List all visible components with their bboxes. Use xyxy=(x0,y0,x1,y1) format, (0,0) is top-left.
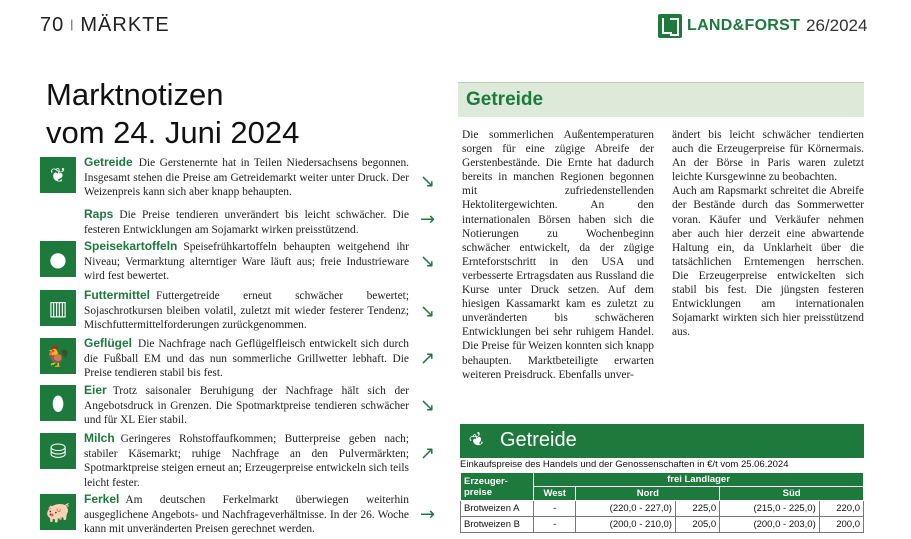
header-divider: | xyxy=(70,17,75,31)
row-name: Brotweizen A xyxy=(461,501,534,517)
note-body: Trotz saisonaler Beruhigung der Nachfrage hält sich der Angebotsdruck in Grenzen. Die Spotmarktpreise tendieren schwächer und für XL Eier stabil. xyxy=(84,385,409,427)
table-header-row xyxy=(461,473,864,487)
note-text xyxy=(84,431,409,490)
note-label: Geflügel xyxy=(84,336,133,350)
feed-silo-icon: ▥ xyxy=(40,290,76,326)
potatoes-icon: ● xyxy=(40,241,76,277)
note-text xyxy=(84,492,409,537)
cell-nord-range: (220,0 - 227,0) xyxy=(576,501,676,517)
article-paragraph: ändert bis leicht schwächer tendierten auch die Erzeugerpreise für Körnermais. An der Börse in Paris waren zuletzt leichte Kursgewinne zu beobachten. xyxy=(672,129,864,184)
cell-nord: 225,0 xyxy=(675,501,719,517)
note-label: Speisekartoffeln xyxy=(84,239,178,253)
trend-arrow-right-icon: → xyxy=(420,504,436,525)
article-heading-bar xyxy=(458,82,864,117)
wheat-icon: ❦ xyxy=(40,157,76,193)
page-title xyxy=(46,76,299,152)
note-label: Raps xyxy=(84,207,114,221)
cell-sued-range: (200,0 - 203,0) xyxy=(720,517,820,533)
cell-sued: 200,0 xyxy=(819,517,863,533)
article-column-2 xyxy=(672,128,864,339)
egg-icon: ⬮ xyxy=(40,385,76,421)
note-label: Eier xyxy=(84,383,107,397)
trend-arrow-up-icon: ↗ xyxy=(420,443,436,464)
cell-nord: 205,0 xyxy=(675,517,719,533)
table-row xyxy=(461,517,864,533)
note-label: Getreide xyxy=(84,155,133,169)
note-text xyxy=(84,336,409,381)
milk-can-icon: ⛁ xyxy=(40,433,76,469)
cell-nord-range: (200,0 - 210,0) xyxy=(576,517,676,533)
note-label: Ferkel xyxy=(84,492,120,506)
trend-arrow-down-icon: ↘ xyxy=(420,395,436,416)
note-text xyxy=(84,288,409,333)
cell-west: - xyxy=(534,517,576,533)
note-body: Am deutschen Ferkelmarkt überwiegen weiterhin ausgeglichene Angebots- und Nachfrageverhältnisse. In der 26. Woche kann mit unveränderten Preisen gerechnet werden. xyxy=(84,494,409,536)
note-body: Die Preise tendieren unverändert bis leicht schwächer. Die festeren Entwicklungen am Sojamarkt wirken preisstützend. xyxy=(84,209,409,236)
issue-number: 26/2024 xyxy=(806,16,868,35)
row-name: Brotweizen B xyxy=(461,517,534,533)
cell-sued-range: (215,0 - 225,0) xyxy=(720,501,820,517)
chicken-icon: 🐓 xyxy=(40,338,76,374)
note-label: Milch xyxy=(84,431,115,445)
note-body: Geringeres Rohstoffaufkommen; Butterpreise geben nach; stabiler Käsemarkt; ruhige Nachfrage an den Pulvermärkten; Spotmarktpreise steigen erneut an; Erzeugerpreise entwickeln sich teils leicht fester. xyxy=(84,433,409,489)
note-body: Futtergetreide erneut schwächer bewertet; Sojaschrotkursen bleiben volatil, zuletzt mit wieder festerer Tendenz; Mischfuttermittelforderungen zurückgenommen. xyxy=(84,290,409,332)
note-text xyxy=(84,155,409,200)
cell-west: - xyxy=(534,501,576,517)
logo-icon xyxy=(658,14,682,38)
article-column-1 xyxy=(462,128,654,382)
note-label: Futtermittel xyxy=(84,288,150,302)
region-header-nord: Nord xyxy=(576,487,720,501)
trend-arrow-down-icon: ↘ xyxy=(420,171,436,192)
page-number: 70 xyxy=(40,14,65,36)
logo-text: LAND&FORST xyxy=(687,17,801,34)
price-table xyxy=(460,472,864,533)
article-paragraph: Die sommerlichen Außentemperaturen sorgen für eine zügige Abreife der Gerstenbestände. Die Ernte hat dadurch bereits in manchen Regionen begonnen mit zufriedenstellenden Hektolitergewichten. An den internationalen Börsen haben sich die Notierungen zu Wochenbeginn schwächer entwickelt, da der zügige Ernteforstschritt in den USA und verbesserte Ertragsdaten aus Russland die Kurse unter Druck setzen. Auf dem hiesigen Kassamarkt kam es zuletzt zu unveränderten bis schwächeren Entwicklungen bei sehr ruhigem Handel. Die Preise für Weizen konnten sich knapp behaupten. Marktbeteiligte erwarten weiteren Preisdruck. Ebenfalls unver- xyxy=(462,129,654,381)
land-forst-logo xyxy=(658,14,800,38)
region-header-west: West xyxy=(534,487,576,501)
trend-arrow-down-icon: ↘ xyxy=(420,301,436,322)
trend-arrow-down-icon: ↘ xyxy=(420,251,436,272)
region-header-sued: Süd xyxy=(720,487,864,501)
title-line-2: vom 24. Juni 2024 xyxy=(46,115,300,150)
col-producer-header: Erzeuger-preise xyxy=(461,473,534,501)
wheat-icon: ❦ xyxy=(465,427,490,454)
table-row xyxy=(461,501,864,517)
pig-icon: 🐖 xyxy=(40,494,76,530)
price-table-header xyxy=(460,424,864,458)
price-table-subtitle: Einkaufspreise des Handels und der Genossenschaften in €/t vom 25.06.2024 xyxy=(460,459,789,470)
section-name: MÄRKTE xyxy=(80,14,170,36)
note-text xyxy=(84,239,409,284)
note-text xyxy=(84,383,409,428)
title-line-1: Marktnotizen xyxy=(46,77,224,112)
article-paragraph: Auch am Rapsmarkt schreitet die Abreife der Bestände durch das Sommerwetter voran. Käufer und Verkäufer nehmen aber auch hier derzeit eine abwartende Haltung ein, da Unklarheit über die tatsächlichen Erntemengen herrschen. Die Erzeugerpreise entwickelten sich stabil bis fest. Die jüngsten festeren Entwicklungen am internationalen Sojamarkt wirkten sich hier preisstützend aus. xyxy=(672,185,864,339)
price-table-title: Getreide xyxy=(500,429,577,451)
cell-sued: 220,0 xyxy=(819,501,863,517)
note-body: Die Nachfrage nach Geflügelfleisch entwickelt sich durch die Fußball EM und das nun sommerliche Grillwetter lebhaft. Die Preise tendieren stabil bis fest. xyxy=(84,338,409,380)
note-text xyxy=(84,207,409,237)
page-header xyxy=(40,14,170,37)
note-body: Die Gerstenernte hat in Teilen Niedersachsens begonnen. Insgesamt stehen die Preise am Getreidemarkt weiter unter Druck. Der Weizenpreis kann sich aber knapp behaupten. xyxy=(84,157,409,199)
trend-arrow-right-icon: → xyxy=(420,209,436,230)
article-heading: Getreide xyxy=(466,89,544,110)
note-body: Speisefrühkartoffeln behaupten weitgehend ihr Niveau; Vermarktung alterntiger Ware läuft aus; freie Industrieware wird fest bewertet. xyxy=(84,241,409,283)
trend-arrow-up-icon: ↗ xyxy=(420,348,436,369)
group-header: frei Landlager xyxy=(534,473,864,487)
